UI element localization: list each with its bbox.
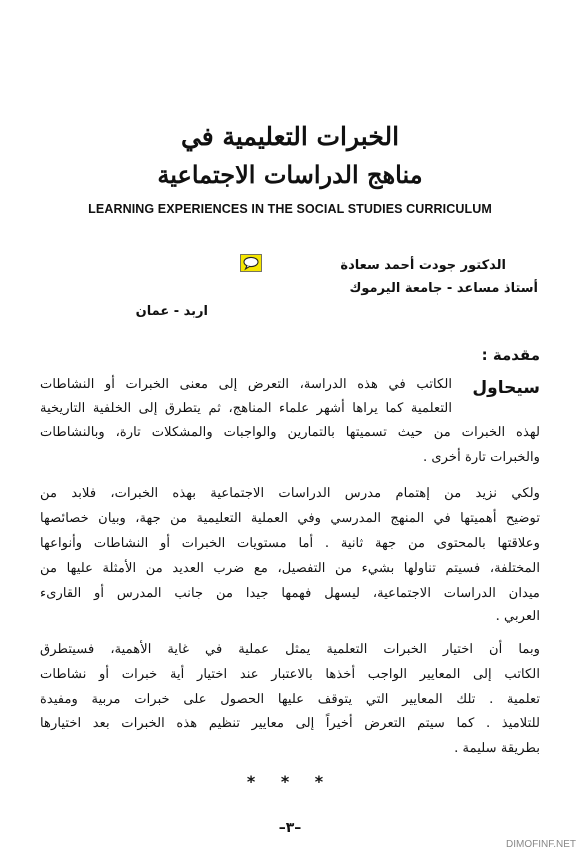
paragraph-2-line: المختلفة، فسيتم تناولها بشيء من التفصيل، مع ضرب العديد من الأمثلة عليها من xyxy=(40,561,540,576)
paragraph-3-line: للتلاميذ . كما سيتم التعرض أخيراً إلى معايير تنظيم هذه الخبرات بعد اختيارها xyxy=(40,716,540,731)
paragraph-2-line: العربي . xyxy=(495,609,540,624)
english-title: LEARNING EXPERIENCES IN THE SOCIAL STUDIES CURRICULUM xyxy=(88,202,492,216)
watermark: DIMOFINF.NET xyxy=(506,839,576,850)
section-heading: مقدمة : xyxy=(481,346,540,364)
author-position: أستاذ مساعد - جامعة اليرموك xyxy=(349,281,538,296)
paragraph-3-line: الكاتب إلى المعايير الواجب أخذها بالاعتبار عند اختيار أية خبرات أو نشاطات xyxy=(40,667,540,682)
title-line-2: مناهج الدراسات الاجتماعية xyxy=(157,160,423,189)
paragraph-3-line: تعلمية . تلك المعايير التي يتوقف عليها الحصول على خبرات مربية ومفيدة xyxy=(40,692,540,707)
paragraph-2-line: ميدان الدراسات الاجتماعية، ليسهل فهمها جيدا من جانب المدرس أو القارىء xyxy=(40,586,540,601)
section-separator: * * * xyxy=(246,772,334,791)
lead-word: سيحاول xyxy=(472,378,540,398)
title-line-1: الخبرات التعليمية في xyxy=(180,122,400,151)
page-number: –٣– xyxy=(278,820,302,836)
paragraph-1-line: الكاتب في هذه الدراسة، التعرض إلى معنى الخبرات أو النشاطات xyxy=(40,377,452,392)
paragraph-2-line: ولكي نزيد من إهتمام مدرس الدراسات الاجتماعية بهذه الخبرات، فلابد من xyxy=(40,486,540,501)
paragraph-2-line: وعلاقتها بالمحتوى من جهة ثانية . أما مستويات الخبرات أو النشاطات وأنواعها xyxy=(40,536,540,551)
author-location: اربد - عمان xyxy=(135,304,208,319)
paragraph-3-line: وبما أن اختيار الخبرات التعلمية يمثل عملية في غاية الأهمية، فسيتطرق xyxy=(40,642,540,657)
author-name: الدكتور جودت أحمد سعادة xyxy=(340,258,506,273)
paragraph-1-line: والخبرات تارة أخرى . xyxy=(422,450,540,465)
paragraph-1-line: لهذه الخبرات من حيث تسميتها بالتمارين والواجبات والمشكلات تارة، وبالنشاطات xyxy=(40,425,540,440)
paragraph-1-line: التعلمية كما يراها أشهر علماء المناهج، ثم يتطرق إلى الخلفية التاريخية xyxy=(40,401,452,416)
paragraph-2-line: توضيح أهميتها في المنهج المدرسي وفي العملية التعليمية من جهة، وبيان خصائصها xyxy=(40,511,540,526)
paragraph-3-line: بطريقة سليمة . xyxy=(454,741,540,756)
